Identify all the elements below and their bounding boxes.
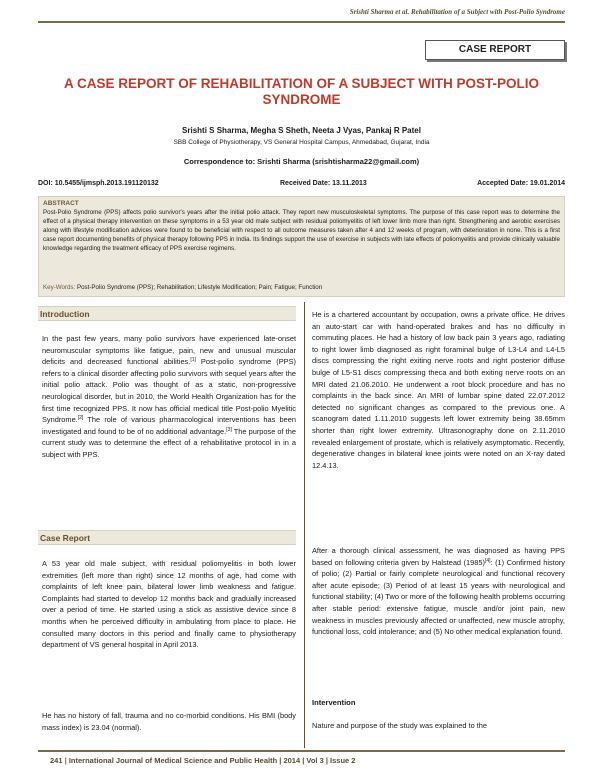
doi: DOI: 10.5455/ijmsph.2013.191120132 [38,180,159,187]
citation-2[interactable]: [2] [77,415,84,422]
intervention-paragraph: Nature and purpose of the study was explained to the [312,721,488,730]
keywords [43,284,560,291]
case-report-paragraph-2: He has no history of fall, trauma and no co-morbid conditions. His BMI (body mass index) is 23.04 (normal). [42,711,296,732]
intervention-heading: Intervention [312,698,356,707]
introduction-heading: Introduction [38,306,296,321]
article-type-badge: CASE REPORT [425,40,565,60]
correspondence: Correspondence to: Srishti Sharma (srishtisharma22@gmail.com) [183,157,420,166]
intro-text-2: Post-polio syndrome (PPS) refers to a clinical disorder affecting polio survivors with sequel years after the initial polio attack. Polio was thought of as a static, non-progressive neurological disorder, but in 2010, the World Health Organization has for the first time recognized PPS. It now has official medical title Post-polio Myelitic Syndrome. [42,357,296,425]
running-head: Srishti Sharma et al. Rehabilitation of a Subject with Post-Polio Syndrome [349,8,565,16]
citation-4[interactable]: [4] [484,557,491,564]
keywords-text: Post-Polio Syndrome (PPS); Rehabilitation; Lifestyle Modification; Pain; Fatigue; Function [76,284,323,291]
intro-text-1: In the past few years, many polio survivors have experienced late-onset neuromuscular symptoms like fatigue, pain, new and unusual muscular deficits and decreased functional abilities. [42,334,296,367]
introduction-paragraph [42,333,296,461]
footer-separator: | [64,756,67,765]
citation-1[interactable]: [1] [190,357,196,364]
diagnosis-text-1: After a thorough clinical assessment, he was diagnosed as having PPS based on following criteria given by Halstead (1985) [312,546,565,567]
journal-info: International Journal of Medical Science and Public Health | 2014 | Vol 3 | Issue 2 [68,756,356,765]
intro-text-3: The role of various pharmacological interventions has been investigated and found to be of no additional advantage. [42,415,296,436]
accepted-date: Accepted Date: 19.01.2014 [477,180,565,187]
header-rule [38,21,565,23]
intro-text-4: The purpose of the current study was to determine the effect of a rehabilitative protocol in in a subject with PPS. [42,426,296,459]
keywords-label: Key-Words: [43,284,76,291]
case-report-heading: Case Report [38,530,296,545]
column-divider [304,302,305,748]
author-list: Srishti S Sharma, Megha S Sheth, Neeta J Vyas, Pankaj R Patel [182,126,421,135]
diagnosis-paragraph [312,545,565,638]
citation-3[interactable]: [3] [226,426,232,433]
article-meta-row [38,180,565,190]
footer-rule [38,750,565,752]
article-title: A CASE REPORT OF REHABILITATION OF A SUBJECT WITH POST-POLIO SYNDROME [63,76,539,107]
case-report-paragraph-1: A 53 year old male subject, with residual poliomyelitis in both lower extremities (left more than right) since 12 months of age, had come with complaints of left knee pain, bilateral lower limb weakness and fatigue. Complaints had started to develop 12 months back and gradually increased over a period of time. He started using a stick as assistive device since 8 months when he perceived difficulty in ambulating from place to place. He consulted many doctors in this period and finally came to physiotherapy department of VS general hospital in April 2013. [42,559,296,650]
history-paragraph: He is a chartered accountant by occupation, owns a private office. He drives an auto-start car with hand-operated brakes and has no difficulty in commuting places. He had a history of low back pain 3 years ago, radiating to right lower limb diagnosed as right foraminal bulge of L3-L4 and L4-L5 discs compressing the right exiting nerve roots and right posterior diffuse bulge of L5-S1 discs compressing theca and both exiting nerve roots on an MRI dated 21.06.2010. He underwent a root block procedure and has no complaints in the back since. An MRI of lumbar spine dated 22.07.2012 detected no significant changes as compared to the previous one. A scanogram dated 1.11.2010 suggests left lower extremity being 38.65mm shorter than right lower extremity. Ultrasonography done on 2.11.2010 revealed enlargement of prostate, which is relatively asymptomatic. Recently, degenerative changes in bilateral knee joints were noted on an X-ray dated 12.4.13. [312,310,565,470]
abstract-box [38,196,565,297]
page-number: 241 [50,756,63,765]
abstract-heading: ABSTRACT [43,200,79,207]
diagnosis-text-2: : (1) Confirmed history of polio; (2) Partial or fairly complete neurological and functional recovery after acute episode; (3) Period of at least 15 years with neurological and functional stability; (4) Two or more of the following health problems occurring after stable period: extensive fatigue, muscle and/or joint pain, new weakness in muscles previously affected or unaffected, new muscle atrophy, functional loss, cold intolerance; and (5) No other medical explanation found. [312,557,566,637]
abstract-text: Post-Polio Syndrome (PPS) affects polio survivor's years after the initial polio attack. They report new musculoskeletal symptoms. The purpose of this case report was to determine the effect of a physical therapy intervention on these symptoms in a 53 year old male subject with residual poliomyelitis of left lower limb more than right. Strengthening and aerobic exercises along with lifestyle modification advices were found to be beneficial with respect to all outcome measures taken after 4 and 12 weeks of program, with deterioration in none. This is a first case report documenting benefits of physical therapy following PPS in India. Its findings support the use of exercise in subjects with late effects of poliomyelitis and provide clinically valuable knowledge regarding the treatment efficacy of PPS exercise regimens. [43,209,560,252]
received-date: Received Date: 13.11.2013 [280,180,367,187]
affiliation: SBB College of Physiotherapy, VS General Hospital Campus, Ahmedabad, Gujarat, India [173,139,430,146]
page-footer [50,756,355,765]
